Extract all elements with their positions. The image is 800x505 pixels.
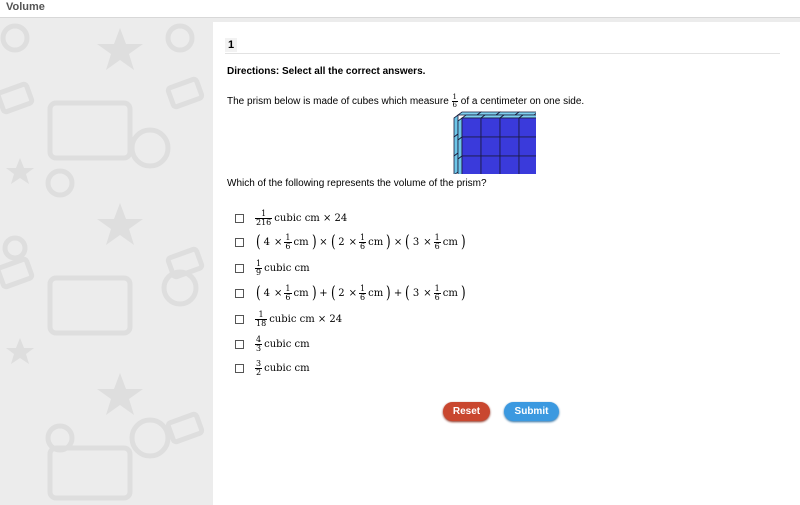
operator: +	[319, 287, 328, 299]
paren-close: )	[460, 231, 466, 252]
cube-front-face	[462, 156, 481, 174]
fraction: $\frac{1}{18}$	[256, 309, 267, 328]
cube-front-face	[500, 118, 519, 137]
answer-expression	[255, 258, 312, 278]
paren-open: (	[330, 231, 336, 252]
app-title: Volume	[6, 1, 45, 13]
term-unit: cm	[293, 236, 309, 248]
fraction: $\frac{1}{216}$	[256, 208, 272, 227]
fraction: $\frac{1}{6}$	[285, 232, 291, 251]
times-sign: ×	[348, 236, 358, 248]
answer-text: cubic cm × 24	[269, 313, 343, 325]
answer-checkbox[interactable]	[235, 289, 244, 298]
times-sign: ×	[348, 287, 358, 299]
cube-front-face	[500, 156, 519, 174]
answer-text: cubic cm	[264, 262, 310, 274]
answer-expression	[255, 309, 344, 329]
answer-expression	[255, 358, 312, 378]
divider	[225, 53, 780, 54]
paren-open: (	[405, 282, 410, 303]
times-sign: ×	[423, 236, 432, 248]
prompt-fraction: $\frac{1}{6}$	[452, 93, 458, 109]
paren-open: (	[330, 282, 336, 303]
answer-text: cubic cm × 24	[274, 212, 348, 224]
paren-open: (	[255, 231, 261, 252]
cube-front-face	[519, 156, 536, 174]
cube-front-face	[519, 137, 536, 156]
term-coefficient: 3	[412, 287, 420, 299]
term-coefficient: 2	[338, 236, 345, 248]
top-bar	[0, 0, 800, 18]
fraction: $\frac{1}{6}$	[360, 232, 366, 251]
submit-button[interactable]: Submit	[504, 402, 559, 421]
times-sign: ×	[274, 287, 283, 299]
question-number: 1	[225, 38, 237, 52]
cube-front-face	[462, 118, 481, 137]
answer-expression	[255, 334, 312, 354]
answer-expression	[255, 232, 466, 252]
cube-top-face	[515, 112, 536, 115]
cube-side-face	[454, 153, 458, 174]
term-unit: cm	[442, 236, 458, 248]
fraction: $\frac{3}{2}$	[256, 358, 262, 377]
fraction: $\frac{4}{3}$	[256, 334, 262, 353]
fraction: $\frac{1}{9}$	[256, 258, 262, 277]
answer-checkbox[interactable]	[235, 264, 244, 273]
paren-close: )	[460, 282, 466, 303]
operator: ×	[393, 236, 403, 248]
answer-checkbox[interactable]	[235, 364, 244, 373]
cube-side-face	[458, 118, 462, 140]
term-coefficient: 4	[263, 287, 271, 299]
operator: +	[393, 287, 403, 299]
answer-checkbox[interactable]	[235, 214, 244, 223]
prompt-after: of a centimeter on one side.	[460, 96, 585, 108]
cube-front-face	[519, 118, 536, 137]
question-prompt	[227, 94, 584, 109]
term-unit: cm	[368, 287, 384, 299]
cube-front-face	[481, 118, 500, 137]
term-unit: cm	[293, 287, 309, 299]
paren-open: (	[405, 231, 410, 252]
cube-side-face	[454, 115, 458, 137]
cube-front-face	[500, 137, 519, 156]
paren-open: (	[255, 282, 261, 303]
answer-expression	[255, 283, 466, 303]
fraction: $\frac{1}{6}$	[285, 283, 291, 302]
paren-close: )	[311, 282, 317, 303]
times-sign: ×	[423, 287, 432, 299]
answer-text: cubic cm	[264, 338, 310, 350]
paren-close: )	[386, 231, 391, 252]
prompt-before: The prism below is made of cubes which measure	[227, 96, 449, 108]
term-coefficient: 4	[263, 236, 271, 248]
reset-button[interactable]: Reset	[443, 402, 490, 421]
fraction: $\frac{1}{6}$	[434, 232, 440, 251]
fraction: $\frac{1}{6}$	[434, 283, 440, 302]
term-coefficient: 3	[412, 236, 420, 248]
cube-front-face	[481, 137, 500, 156]
answer-checkbox[interactable]	[235, 238, 244, 247]
answer-text: cubic cm	[264, 362, 310, 374]
cube-side-face	[454, 134, 458, 156]
paren-close: )	[311, 231, 317, 252]
cube-front-face	[462, 137, 481, 156]
question-ask: Which of the following represents the volume of the prism?	[227, 178, 487, 189]
times-sign: ×	[274, 236, 283, 248]
fraction: $\frac{1}{6}$	[360, 283, 366, 302]
cube-side-face	[458, 137, 462, 159]
cube-front-face	[481, 156, 500, 174]
operator: ×	[319, 236, 328, 248]
answer-checkbox[interactable]	[235, 315, 244, 324]
term-unit: cm	[368, 236, 384, 248]
term-coefficient: 2	[338, 287, 345, 299]
cube-prism-figure	[452, 110, 536, 174]
paren-close: )	[386, 282, 391, 303]
answer-expression	[255, 208, 349, 228]
answer-checkbox[interactable]	[235, 340, 244, 349]
term-unit: cm	[442, 287, 458, 299]
cube-side-face	[458, 156, 462, 174]
directions: Directions: Select all the correct answers.	[227, 66, 426, 77]
question-panel	[213, 22, 800, 505]
